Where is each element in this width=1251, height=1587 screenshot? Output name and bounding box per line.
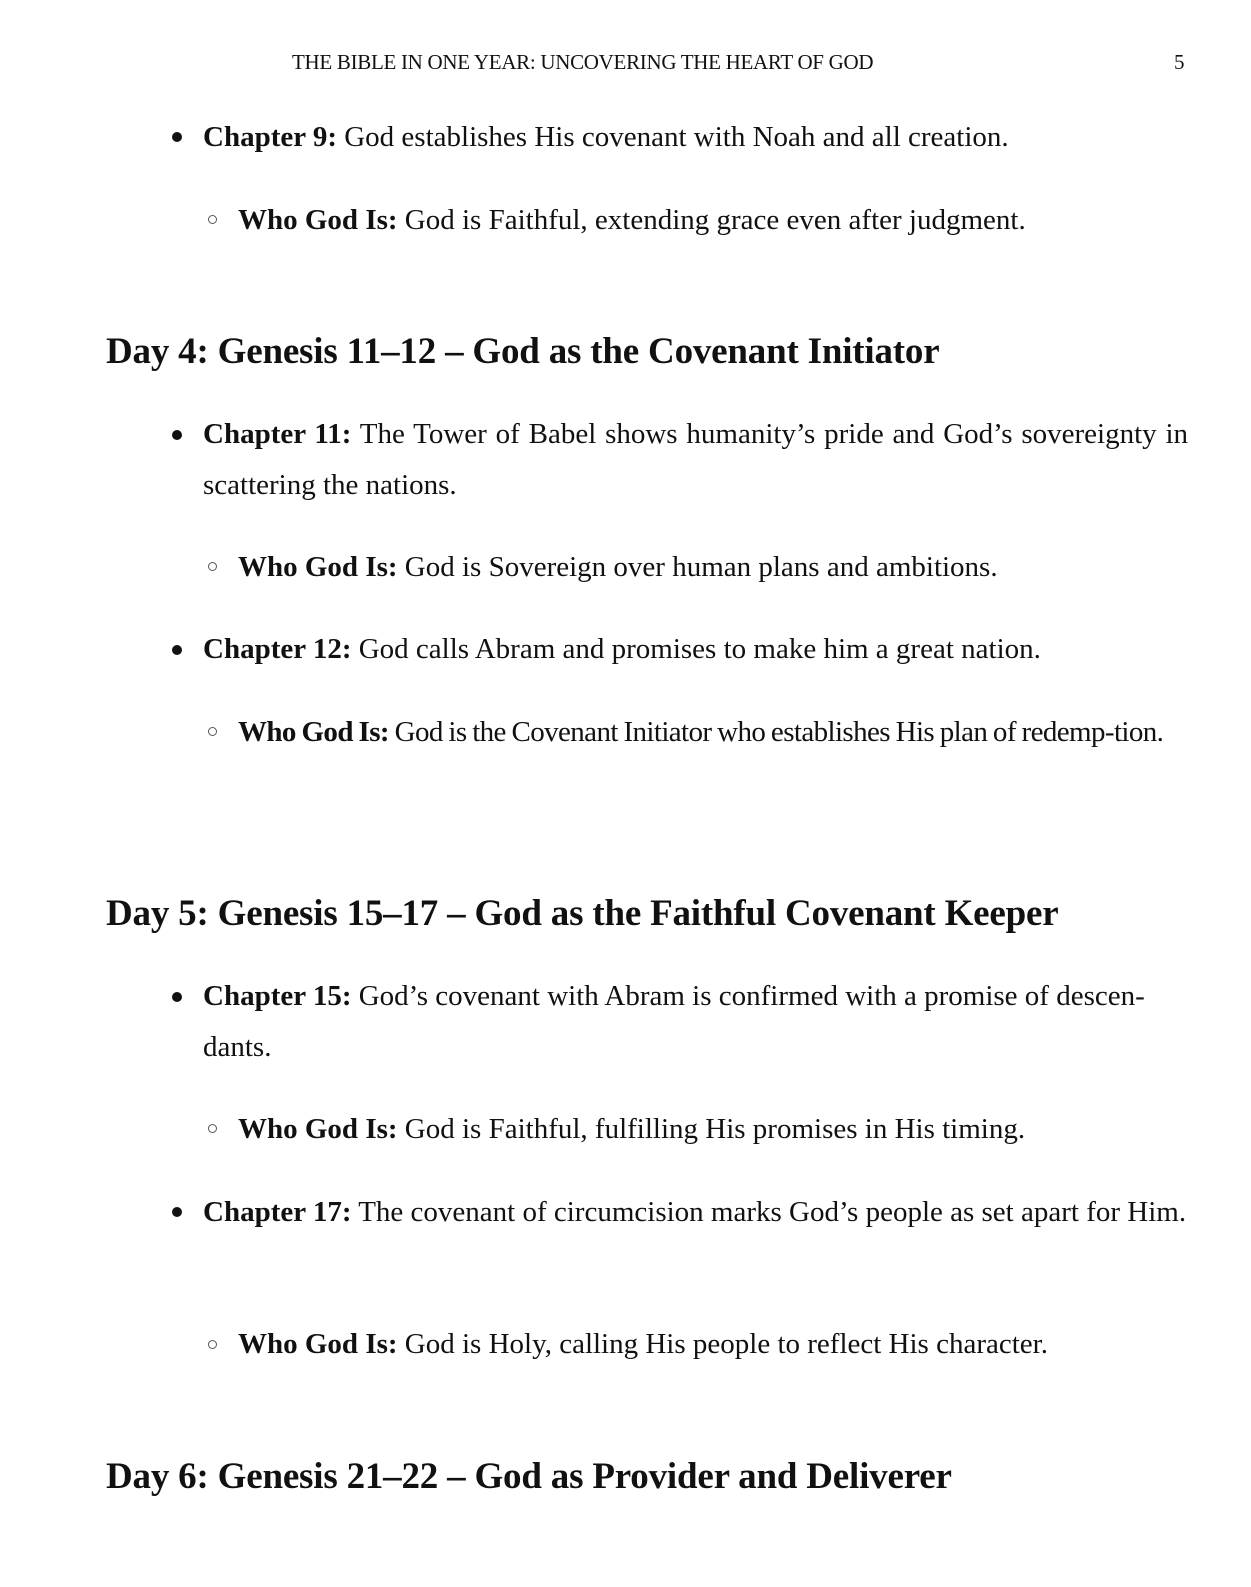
chapter-item [203,971,1193,1073]
chapter-label: Chapter 12: [203,633,352,665]
bullet-icon [172,132,182,142]
chapter-text: God establishes His covenant with Noah and all creation. [336,121,1009,153]
circle-bullet-icon [208,562,217,571]
chapter-label: Chapter 9: [203,121,337,153]
bullet-icon [172,992,182,1002]
who-text: God is Sovereign over human plans and ambitions. [397,551,998,583]
who-god-is-item [238,1319,1188,1370]
chapter-label: Chapter 11: [203,418,352,450]
chapter-text: The covenant of circumcision marks God’s people as set apart for Him. [351,1196,1187,1228]
running-title: THE BIBLE IN ONE YEAR: UNCOVERING THE HEART OF GOD [292,50,874,74]
who-label: Who God Is: [238,551,398,583]
who-label: Who God Is: [238,1113,398,1145]
who-text: God is Holy, calling His people to reflect His character. [397,1328,1048,1360]
who-label: Who God Is: [238,716,389,748]
day-heading: Day 4: Genesis 11–12 – God as the Covenant Initiator [106,331,940,372]
chapter-label: Chapter 15: [203,980,352,1012]
chapter-item [203,112,1188,163]
bullet-icon [172,430,182,440]
who-label: Who God Is: [238,1328,398,1360]
day-heading: Day 6: Genesis 21–22 – God as Provider and Deliverer [106,1456,952,1497]
running-header [0,50,1251,80]
bullet-icon [172,1207,182,1217]
chapter-text: God’s covenant with Abram is confirmed with a promise of descen-dants. [203,980,1145,1063]
who-god-is-item [238,195,1188,246]
who-god-is-item [238,1104,1188,1155]
who-text: God is Faithful, extending grace even after judgment. [397,204,1026,236]
chapter-text: God calls Abram and promises to make him a great nation. [351,633,1041,665]
chapter-item [203,624,1188,675]
chapter-label: Chapter 17: [203,1196,352,1228]
who-god-is-item [238,707,1193,758]
chapter-item [203,409,1188,511]
who-label: Who God Is: [238,204,398,236]
page-number: 5 [1174,50,1185,74]
circle-bullet-icon [208,1340,217,1349]
circle-bullet-icon [208,1124,217,1133]
circle-bullet-icon [208,215,217,224]
who-text: God is Faithful, fulfilling His promises in His timing. [397,1113,1026,1145]
who-god-is-item [238,542,1188,593]
chapter-item [203,1187,1188,1238]
circle-bullet-icon [208,727,217,736]
bullet-icon [172,645,182,655]
who-text: God is the Covenant Initiator who establishes His plan of redemp-tion. [388,716,1164,748]
chapter-text: The Tower of Babel shows humanity’s pride and God’s sovereignty in scattering the nations. [203,418,1189,501]
day-heading: Day 5: Genesis 15–17 – God as the Faithful Covenant Keeper [106,893,1059,934]
